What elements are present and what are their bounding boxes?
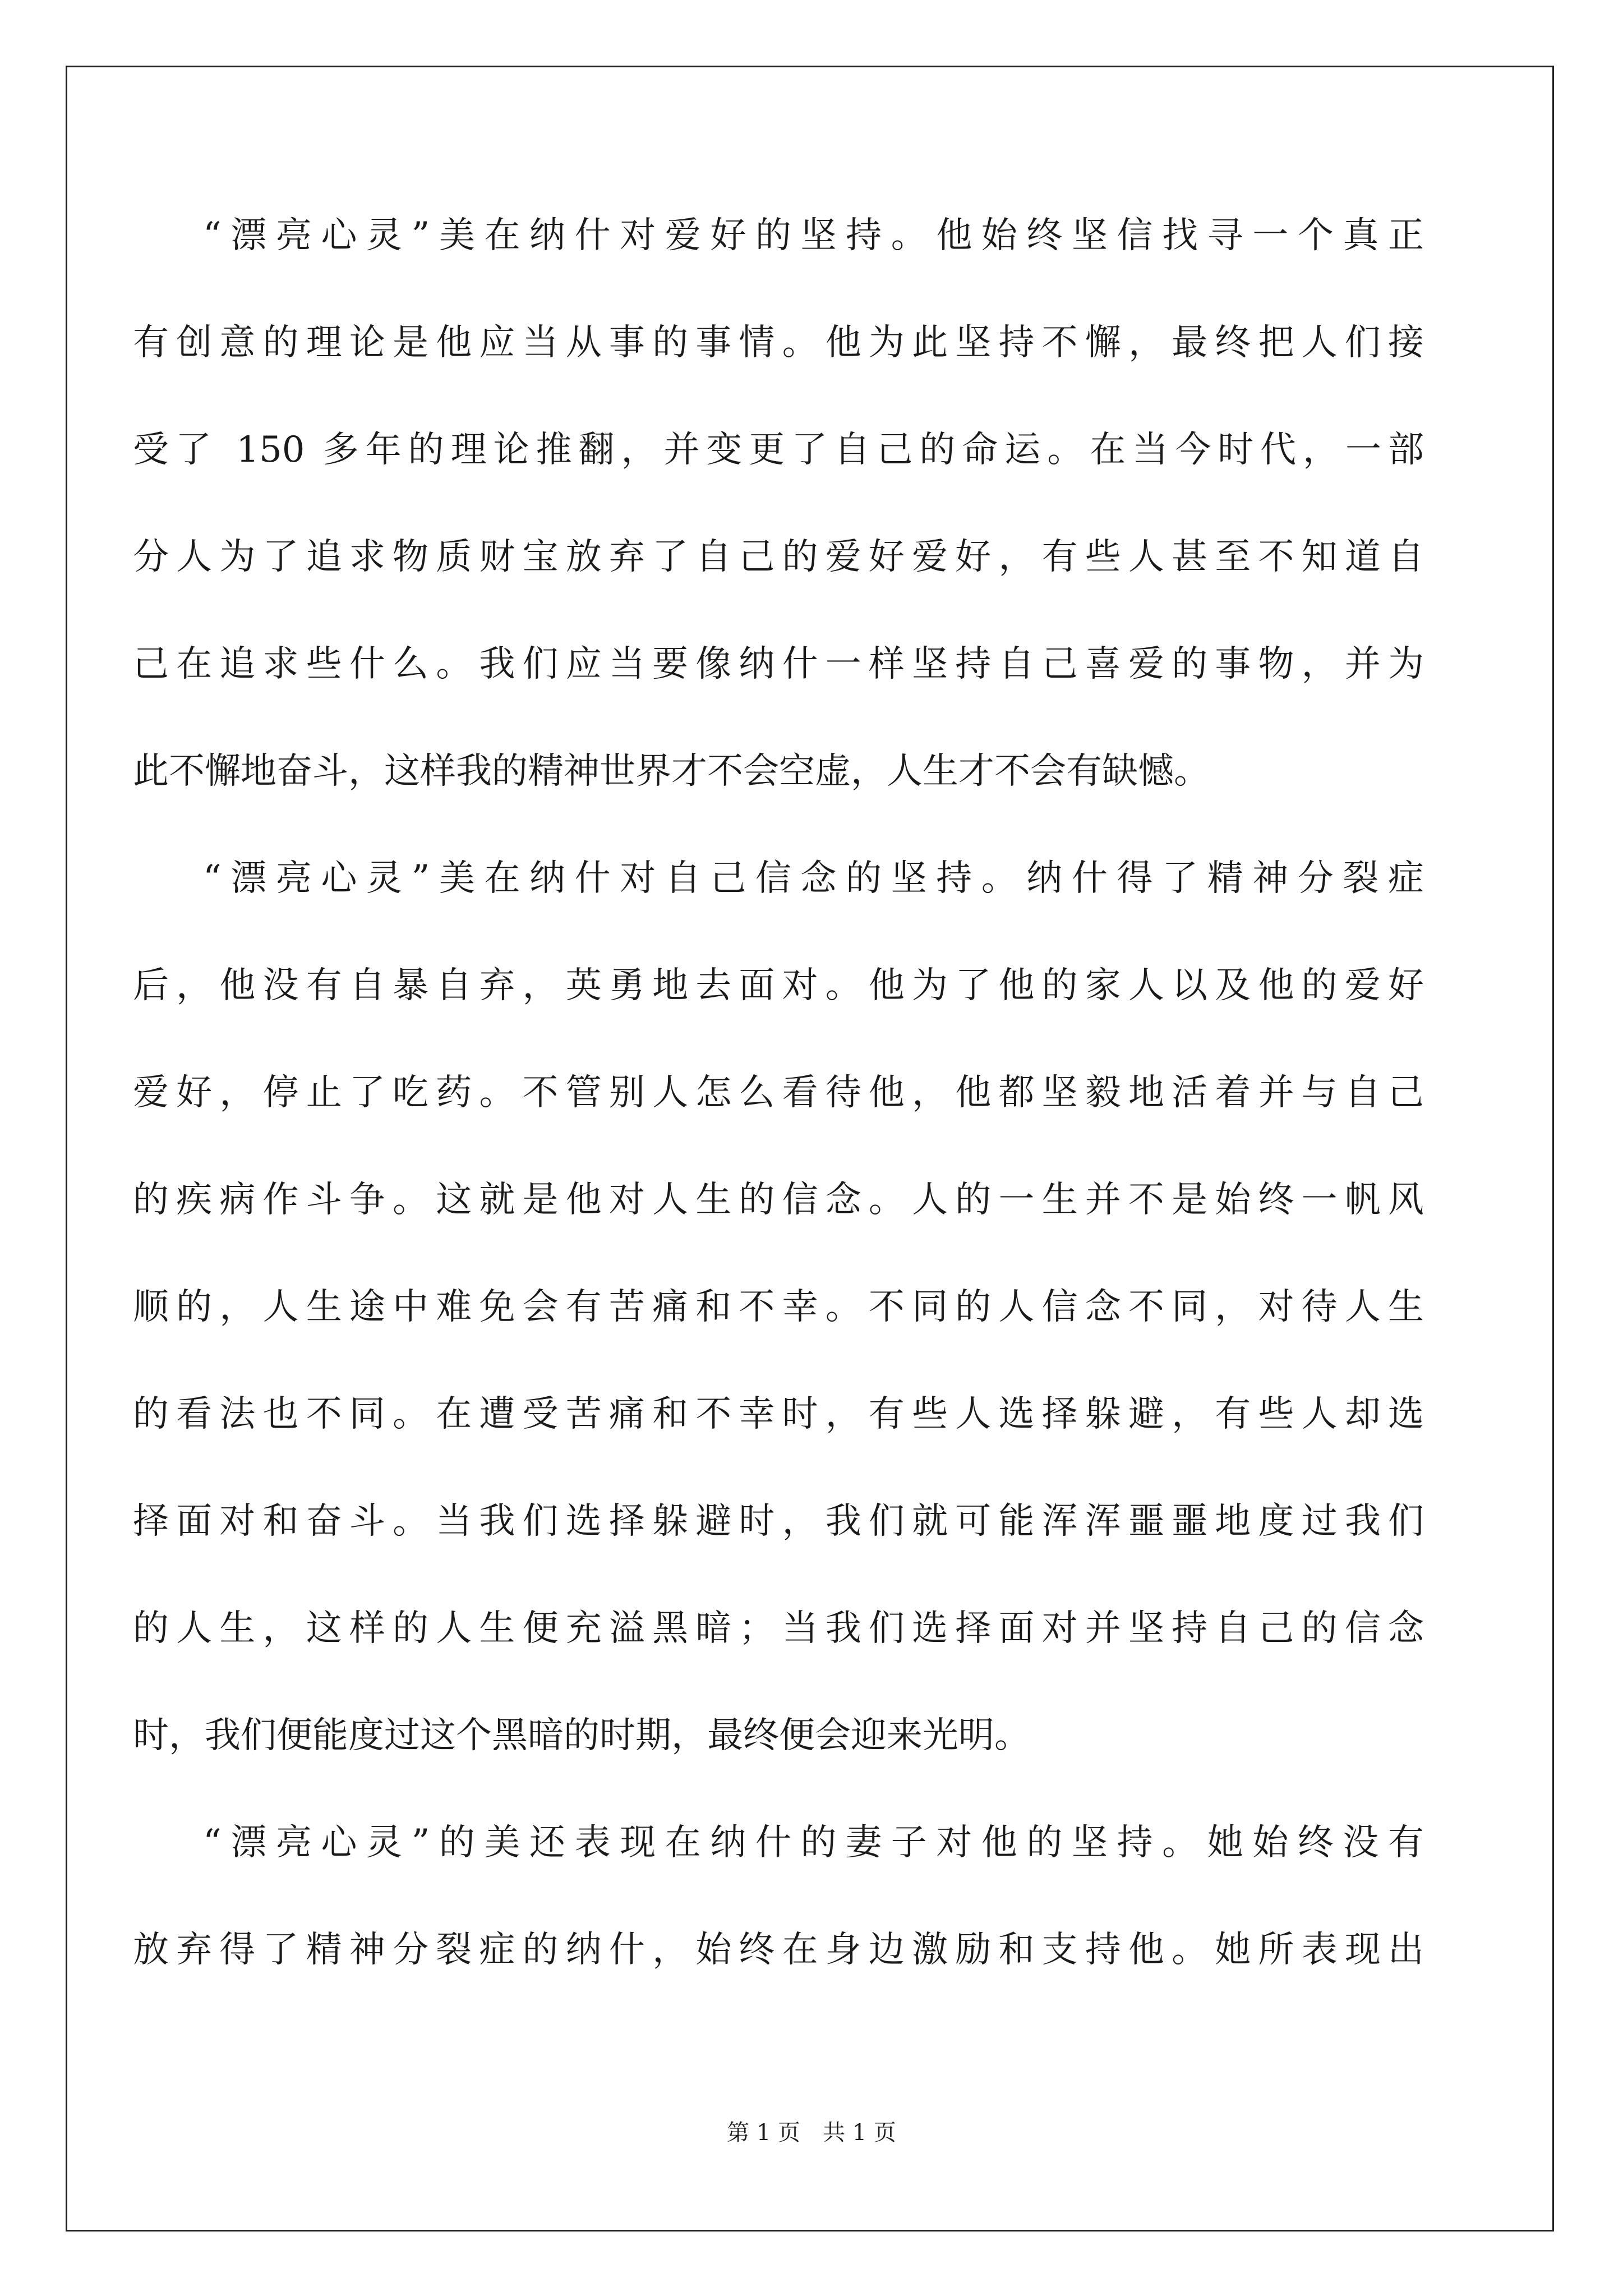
text-line: 放弃得了精神分裂症的纳什，始终在身边激励和支持他。她所表现出: [133, 1929, 1424, 1971]
text-line: 的看法也不同。在遭受苦痛和不幸时，有些人选择躲避，有些人却选: [133, 1393, 1424, 1435]
text-line: 顺的，人生途中难免会有苦痛和不幸。不同的人信念不同，对待人生: [133, 1286, 1424, 1328]
text-line: “漂亮心灵”的美还表现在纳什的妻子对他的坚持。她始终没有: [203, 1822, 1424, 1864]
text-line: 此不懈地奋斗，这样我的精神世界才不会空虚，人生才不会有缺憾。: [133, 751, 1210, 792]
text-line: 的疾病作斗争。这就是他对人生的信念。人的一生并不是始终一帆风: [133, 1179, 1424, 1221]
text-line: 有创意的理论是他应当从事的事情。他为此坚持不懈，最终把人们接: [133, 322, 1424, 364]
text-line: “漂亮心灵”美在纳什对自己信念的坚持。纳什得了精神分裂症: [203, 858, 1424, 899]
page-footer: [0, 2115, 1623, 2147]
text-line: “漂亮心灵”美在纳什对爱好的坚持。他始终坚信找寻一个真正: [203, 215, 1424, 256]
text-line: 后，他没有自暴自弃，英勇地去面对。他为了他的家人以及他的爱好: [133, 965, 1424, 1006]
text-line: 受了 150 多年的理论推翻，并变更了自己的命运。在当今时代，一部: [133, 429, 1424, 471]
text-line: 分人为了追求物质财宝放弃了自己的爱好爱好，有些人甚至不知道自: [133, 536, 1424, 578]
text-line: 爱好，停止了吃药。不管别人怎么看待他，他都坚毅地活着并与自己: [133, 1072, 1424, 1114]
text-line: 择面对和奋斗。当我们选择躲避时，我们就可能浑浑噩噩地度过我们: [133, 1501, 1424, 1542]
text-line: 己在追求些什么。我们应当要像纳什一样坚持自己喜爱的事物，并为: [133, 643, 1424, 685]
text-line: 时，我们便能度过这个黑暗的时期，最终便会迎来光明。: [133, 1715, 1030, 1756]
page-number: 第 1 页: [727, 2120, 800, 2146]
document-body: [133, 213, 1424, 2035]
text-line: 的人生，这样的人生便充溢黑暗；当我们选择面对并坚持自己的信念: [133, 1608, 1424, 1649]
page-total: 共 1 页: [823, 2120, 896, 2146]
